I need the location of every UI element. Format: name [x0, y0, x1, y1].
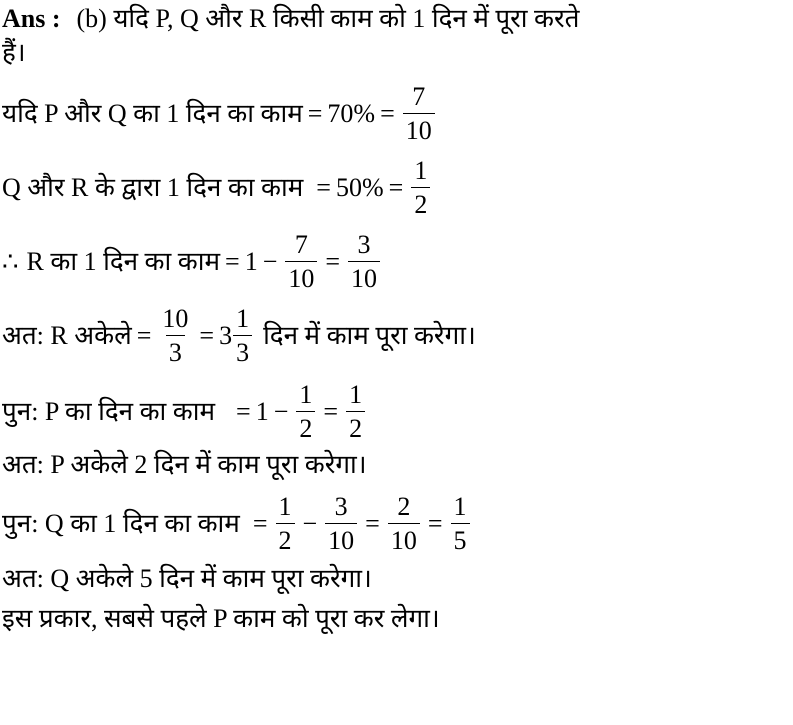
- pq-work-percent: 70%: [327, 99, 376, 128]
- denominator: 10: [325, 523, 357, 554]
- fraction: [411, 158, 430, 218]
- fraction: [388, 494, 420, 554]
- denominator: 2: [346, 411, 365, 442]
- equals-sign: =: [380, 99, 395, 128]
- q-alone-text: अत: Q अकेले 5 दिन में काम पूरा करेगा।: [2, 564, 372, 593]
- pq-work-label: यदि P और Q का 1 दिन का काम: [2, 99, 303, 128]
- one: 1: [255, 397, 269, 426]
- equals-sign: =: [323, 397, 339, 426]
- fraction: [348, 232, 380, 292]
- equals-sign: =: [316, 173, 331, 202]
- numerator: 10: [162, 304, 189, 333]
- conclusion-line: [2, 606, 440, 632]
- numerator: 2: [397, 492, 411, 521]
- numerator: 1: [349, 380, 363, 409]
- one: 1: [244, 247, 258, 276]
- p-work-line: [2, 382, 368, 442]
- denominator: 10: [348, 261, 380, 292]
- answer-label: Ans :: [2, 4, 61, 33]
- minus-sign: −: [262, 247, 278, 276]
- pq-work-line: [2, 84, 438, 144]
- fraction: [451, 494, 470, 554]
- equals-sign: =: [199, 321, 215, 350]
- equals-sign: =: [365, 509, 380, 538]
- numerator: 3: [334, 492, 348, 521]
- numerator: 1: [414, 156, 428, 185]
- p-alone-text: अत: P अकेले 2 दिन में काम पूरा करेगा।: [2, 450, 367, 479]
- equals-sign: =: [252, 509, 268, 538]
- p-alone-line: [2, 452, 367, 478]
- r-alone-line: [2, 306, 476, 366]
- answer-statement: (b) यदि P, Q और R किसी काम को 1 दिन में पूरा करते: [76, 4, 580, 33]
- equals-sign: =: [427, 509, 443, 538]
- fraction: [276, 494, 295, 554]
- fraction: [403, 84, 435, 144]
- qr-work-line: [2, 158, 433, 218]
- numerator: 7: [412, 82, 426, 111]
- conclusion-text: इस प्रकार, सबसे पहले P काम को पूरा कर लेगा।: [2, 604, 440, 633]
- equals-sign: =: [225, 247, 240, 276]
- whole-part: 3: [219, 321, 233, 350]
- equals-sign: =: [136, 321, 152, 350]
- numerator: 3: [357, 230, 371, 259]
- equals-sign: =: [388, 173, 404, 202]
- denominator: 10: [403, 113, 435, 144]
- numerator: 1: [278, 492, 292, 521]
- numerator: 1: [236, 304, 250, 333]
- equals-sign: =: [307, 99, 323, 128]
- answer-line: [2, 6, 579, 32]
- p-work-label: पुन: P का दिन का काम: [2, 397, 216, 426]
- r-alone-label: अत: R अकेले: [2, 321, 132, 350]
- mixed-number: [219, 306, 255, 366]
- fraction: [285, 232, 317, 292]
- minus-sign: −: [302, 509, 318, 538]
- r-work-label: R का 1 दिन का काम: [26, 247, 221, 276]
- numerator: 7: [294, 230, 308, 259]
- therefore-symbol: ∴: [2, 247, 19, 276]
- equals-sign: =: [325, 247, 341, 276]
- qr-work-label: Q और R के द्वारा 1 दिन का काम: [2, 173, 304, 202]
- answer-statement-end: हैं।: [2, 38, 26, 67]
- fraction: [325, 494, 357, 554]
- denominator: 2: [411, 187, 430, 218]
- q-work-line: [2, 494, 473, 554]
- numerator: 1: [453, 492, 467, 521]
- q-alone-line: [2, 566, 372, 592]
- fraction: [159, 306, 191, 366]
- denominator: 3: [166, 335, 185, 366]
- r-work-line: [2, 232, 383, 292]
- fraction: [233, 306, 252, 366]
- qr-work-percent: 50%: [335, 173, 384, 202]
- answer-line-continued: [2, 40, 26, 66]
- denominator: 10: [388, 523, 420, 554]
- r-alone-suffix: दिन में काम पूरा करेगा।: [263, 321, 476, 350]
- denominator: 3: [233, 335, 252, 366]
- denominator: 2: [296, 411, 315, 442]
- denominator: 2: [276, 523, 295, 554]
- denominator: 5: [451, 523, 470, 554]
- fraction: [346, 382, 365, 442]
- denominator: 10: [285, 261, 317, 292]
- q-work-label: पुन: Q का 1 दिन का काम: [2, 509, 240, 538]
- minus-sign: −: [273, 397, 289, 426]
- equals-sign: =: [236, 397, 251, 426]
- fraction: [296, 382, 315, 442]
- numerator: 1: [299, 380, 313, 409]
